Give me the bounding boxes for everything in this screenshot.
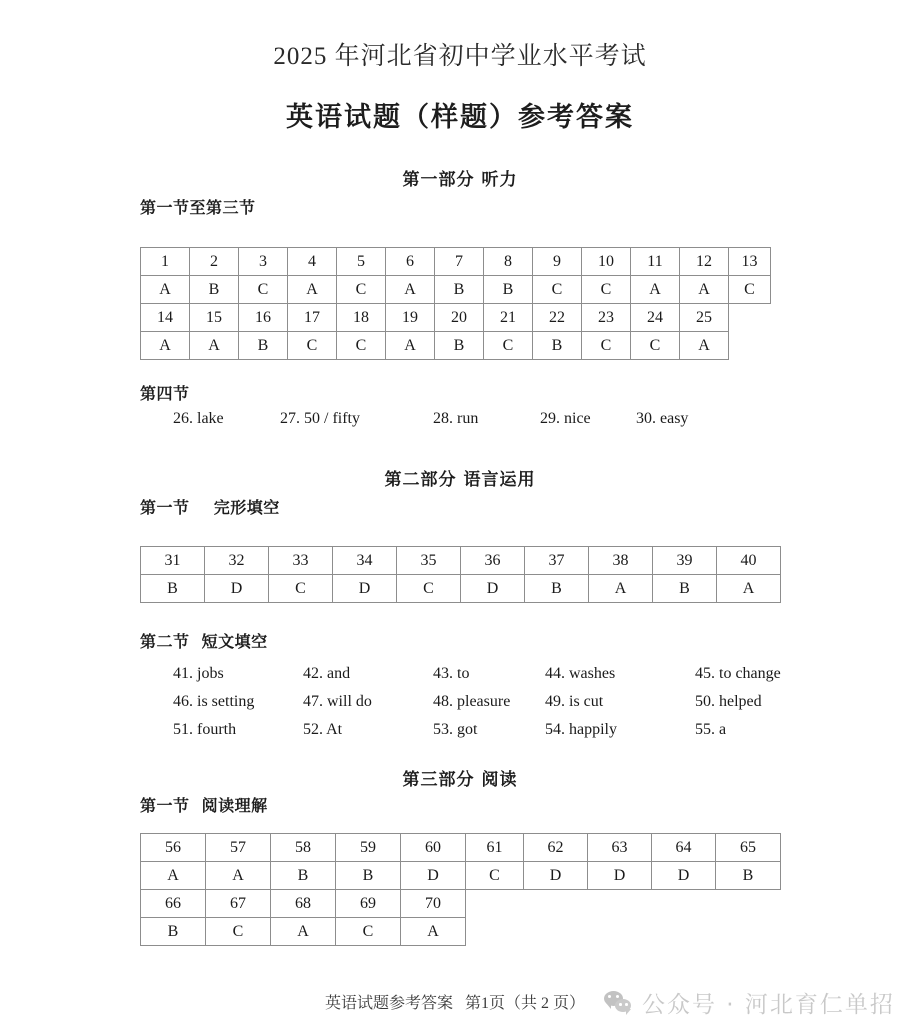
table-cell: 21: [484, 304, 533, 332]
table-cell: 69: [336, 890, 401, 918]
table-cell: 34: [333, 547, 397, 575]
table-cell: 7: [435, 248, 484, 276]
table-cell: B: [653, 575, 717, 603]
table-row-numbers: [141, 248, 771, 276]
part-1-heading: 第一部分 听力: [402, 170, 518, 190]
table-cell: 25: [680, 304, 729, 332]
table-cell-empty: [652, 918, 716, 946]
table-cell-empty: [466, 890, 524, 918]
table-cell: 38: [589, 547, 653, 575]
table-cell: B: [435, 276, 484, 304]
table-cell: 66: [141, 890, 206, 918]
table-cell: 4: [288, 248, 337, 276]
table-cell: 13: [729, 248, 771, 276]
table-cell: 31: [141, 547, 205, 575]
table-cell: D: [652, 862, 716, 890]
table-cell: B: [141, 575, 205, 603]
table-cell: A: [141, 276, 190, 304]
table-cell: D: [401, 862, 466, 890]
part-3-heading: 第三部分 阅读: [402, 770, 518, 790]
word-fill-answers: [140, 665, 820, 749]
section-heading-listening-4: 第四节: [140, 384, 190, 403]
table-cell: 10: [582, 248, 631, 276]
answer-item: 48. pleasure: [433, 693, 511, 710]
table-cell: 20: [435, 304, 484, 332]
table-cell: 67: [206, 890, 271, 918]
table-cell: 14: [141, 304, 190, 332]
answer-item: 28. run: [433, 410, 479, 427]
table-cell-empty: [524, 890, 588, 918]
answer-item: 54. happily: [545, 721, 617, 738]
table-cell: B: [484, 276, 533, 304]
table-cell: A: [680, 332, 729, 360]
watermark: [604, 987, 895, 1017]
answer-item-row: [140, 693, 820, 721]
table-cell: C: [397, 575, 461, 603]
table-cell-empty: [729, 332, 771, 360]
table-cell: B: [239, 332, 288, 360]
table-cell: 12: [680, 248, 729, 276]
table-cell: B: [190, 276, 239, 304]
table-cell: C: [288, 332, 337, 360]
table-cell: D: [205, 575, 269, 603]
answer-item: 45. to change: [695, 665, 781, 682]
table-cell: 68: [271, 890, 336, 918]
table-cell: C: [337, 276, 386, 304]
table-cell: 37: [525, 547, 589, 575]
section-heading-cloze: 第一节 完形填空: [140, 498, 280, 517]
table-cell: 15: [190, 304, 239, 332]
table-cell: 22: [533, 304, 582, 332]
cloze-table-body: [141, 547, 781, 603]
listening-answer-table: [140, 247, 771, 360]
table-cell: B: [271, 862, 336, 890]
table-cell: C: [729, 276, 771, 304]
table-cell: 39: [653, 547, 717, 575]
reading-answer-table: [140, 833, 781, 946]
table-cell: 59: [336, 834, 401, 862]
table-cell: 19: [386, 304, 435, 332]
table-cell: C: [206, 918, 271, 946]
answer-item: 26. lake: [173, 410, 224, 427]
table-cell: D: [333, 575, 397, 603]
table-cell: A: [271, 918, 336, 946]
answer-item: 53. got: [433, 721, 478, 738]
table-cell: 64: [652, 834, 716, 862]
table-cell: 61: [466, 834, 524, 862]
part-2-heading: 第二部分 语言运用: [384, 470, 536, 490]
table-cell: 18: [337, 304, 386, 332]
table-cell: C: [533, 276, 582, 304]
table-cell: A: [141, 862, 206, 890]
listening-table-body: [141, 248, 771, 360]
answer-item: 55. a: [695, 721, 727, 738]
answer-item-row: [140, 665, 820, 693]
answer-item: 42. and: [303, 665, 351, 682]
table-cell: C: [336, 918, 401, 946]
page-footer: [0, 987, 920, 1017]
table-cell: C: [239, 276, 288, 304]
answer-item: 29. nice: [540, 410, 591, 427]
table-cell-empty: [588, 890, 652, 918]
table-cell: 24: [631, 304, 680, 332]
table-cell: 1: [141, 248, 190, 276]
table-cell: D: [524, 862, 588, 890]
table-cell: 16: [239, 304, 288, 332]
answer-item: 51. fourth: [173, 721, 237, 738]
table-cell-empty: [588, 918, 652, 946]
exam-title-year: 2025 年河北省初中学业水平考试: [273, 43, 647, 70]
table-cell: 36: [461, 547, 525, 575]
table-cell: A: [589, 575, 653, 603]
table-cell: C: [582, 276, 631, 304]
table-cell: B: [525, 575, 589, 603]
table-cell: A: [206, 862, 271, 890]
table-row-answers: [141, 575, 781, 603]
table-cell: A: [680, 276, 729, 304]
table-cell: A: [386, 276, 435, 304]
table-cell: 70: [401, 890, 466, 918]
table-cell: 33: [269, 547, 333, 575]
table-cell: 5: [337, 248, 386, 276]
table-row-numbers: [141, 304, 771, 332]
section-heading-word-fill: 第二节 短文填空: [140, 632, 268, 651]
table-row-numbers: [141, 547, 781, 575]
answer-item: 27. 50 / fifty: [280, 410, 360, 427]
table-cell: A: [288, 276, 337, 304]
listening-section4-answers: [140, 410, 800, 438]
table-cell: C: [269, 575, 333, 603]
table-cell-empty: [652, 890, 716, 918]
table-cell: 2: [190, 248, 239, 276]
table-cell: C: [337, 332, 386, 360]
table-cell: C: [631, 332, 680, 360]
section-heading-reading: 第一节 阅读理解: [140, 796, 268, 815]
table-cell: 63: [588, 834, 652, 862]
table-cell: 40: [717, 547, 781, 575]
table-row-numbers: [141, 890, 781, 918]
table-cell: D: [461, 575, 525, 603]
reading-table-body: [141, 834, 781, 946]
table-cell-empty: [466, 918, 524, 946]
answer-item-row: [140, 410, 800, 438]
table-cell: B: [435, 332, 484, 360]
table-cell: 11: [631, 248, 680, 276]
answer-item: 49. is cut: [545, 693, 604, 710]
table-cell: 32: [205, 547, 269, 575]
table-cell-empty: [716, 890, 781, 918]
answer-item-row: [140, 721, 820, 749]
table-cell: C: [466, 862, 524, 890]
page-title: 英语试题（样题）参考答案: [286, 102, 634, 133]
table-cell-empty: [716, 918, 781, 946]
table-cell: 58: [271, 834, 336, 862]
table-cell: 65: [716, 834, 781, 862]
table-cell: B: [716, 862, 781, 890]
table-cell: A: [631, 276, 680, 304]
cloze-answer-table: [140, 546, 781, 603]
answer-item: 47. will do: [303, 693, 372, 710]
table-cell: A: [401, 918, 466, 946]
table-cell-empty: [729, 304, 771, 332]
table-cell: A: [190, 332, 239, 360]
table-cell: 57: [206, 834, 271, 862]
table-cell: 9: [533, 248, 582, 276]
table-cell: 23: [582, 304, 631, 332]
table-cell: 62: [524, 834, 588, 862]
table-cell: 60: [401, 834, 466, 862]
table-cell: B: [141, 918, 206, 946]
table-cell: C: [484, 332, 533, 360]
answer-item: 41. jobs: [173, 665, 224, 682]
table-cell: 35: [397, 547, 461, 575]
answer-item: 46. is setting: [173, 693, 255, 710]
table-cell: D: [588, 862, 652, 890]
table-cell: 6: [386, 248, 435, 276]
table-cell: A: [717, 575, 781, 603]
table-cell-empty: [524, 918, 588, 946]
table-row-answers: [141, 918, 781, 946]
footer-page-label: 英语试题参考答案 第1页（共 2 页）: [325, 995, 586, 1012]
answer-item: 50. helped: [695, 693, 762, 710]
table-cell: 17: [288, 304, 337, 332]
table-cell: 8: [484, 248, 533, 276]
wechat-icon: [604, 990, 634, 1014]
table-row-numbers: [141, 834, 781, 862]
table-row-answers: [141, 862, 781, 890]
answer-item: 43. to: [433, 665, 470, 682]
table-cell: B: [336, 862, 401, 890]
section-heading-listening-1-3: 第一节至第三节: [140, 198, 256, 217]
answer-item: 44. washes: [545, 665, 616, 682]
table-cell: A: [386, 332, 435, 360]
table-cell: C: [582, 332, 631, 360]
table-cell: 3: [239, 248, 288, 276]
table-cell: B: [533, 332, 582, 360]
answer-item: 30. easy: [636, 410, 689, 427]
table-cell: A: [141, 332, 190, 360]
table-row-answers: [141, 276, 771, 304]
table-row-answers: [141, 332, 771, 360]
table-cell: 56: [141, 834, 206, 862]
answer-item: 52. At: [303, 721, 343, 738]
watermark-text: 公众号 · 河北育仁单招: [642, 991, 895, 1018]
